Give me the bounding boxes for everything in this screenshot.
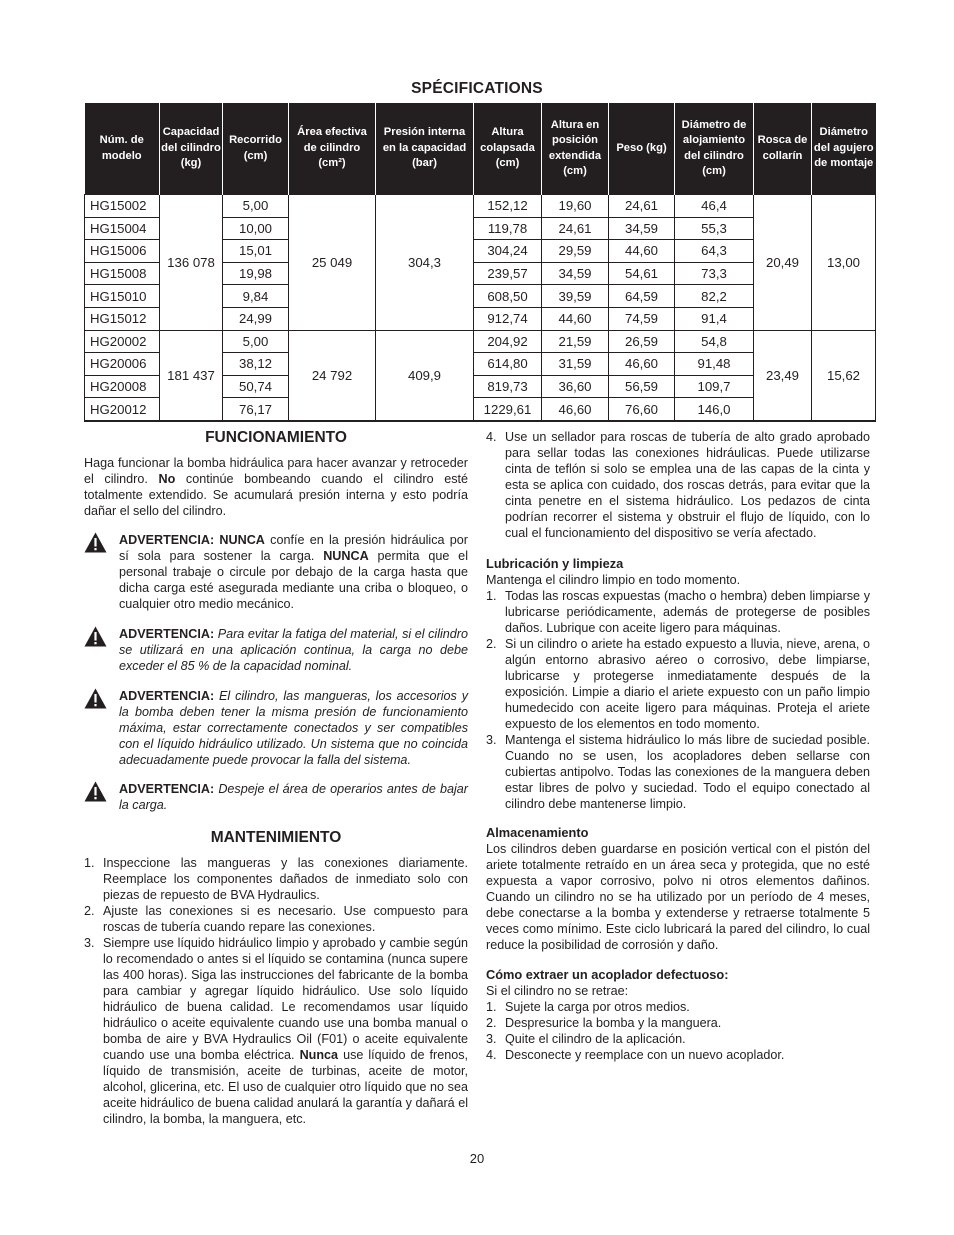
cell-weight: 26,59 [609,330,675,353]
cell-extended: 24,61 [542,217,609,240]
header-housing: Diámetro de alojamiento del cilindro (cm) [675,103,754,195]
cell-collapsed: 1229,61 [474,398,542,421]
cell-housing: 146,0 [675,398,754,421]
cell-weight: 56,59 [609,375,675,398]
list-item: 3. Quite el cilindro de la aplicación. [486,1032,686,1046]
header-capacity: Capacidad del cilindro (kg) [160,103,223,195]
list-item: 1. Inspeccione las mangueras y las conexiones diariamente. Reemplace los componentes dañados de inmediato solo con piezas de repuesto de BVA Hydraulics. [84,856,468,902]
warning-block: ADVERTENCIA: Para evitar la fatiga del material, si el cilindro se utilizará en una aplicación continua, la carga no debe exceder el 85 % de la capacidad nominal. [84,626,468,674]
warning-triangle-icon [84,781,107,802]
header-hole: Diámetro del agujero de montaje [812,103,876,195]
mantenimiento-heading: MANTENIMIENTO [210,829,342,846]
cell-collapsed: 204,92 [474,330,542,353]
cell-model: HG20008 [85,375,160,398]
acoplador-intro: Si el cilindro no se retrae: [486,984,629,998]
lubricacion-intro: Mantenga el cilindro limpio en todo momento. [486,573,741,587]
cell-stroke: 9,84 [223,285,289,308]
cell-weight: 34,59 [609,217,675,240]
cell-extended: 21,59 [542,330,609,353]
cell-hole: 13,00 [812,195,876,331]
mantenimiento-list [84,855,468,1127]
cell-housing: 64,3 [675,240,754,263]
cell-capacity: 181 437 [160,330,223,421]
acoplador-heading: Cómo extraer un acoplador defectuoso: [486,967,729,982]
cell-model: HG15004 [85,217,160,240]
specifications-title: SPÉCIFICATIONS [411,80,543,97]
list-item: 1. Todas las roscas expuestas (macho o hembra) deben limpiarse y lubricarse periódicamente, además de protegerse de posibles daños. Lubrique con aceite ligero para máquinas. [486,589,870,635]
header-model: Núm. de modelo [85,103,160,195]
cell-pressure: 409,9 [376,330,474,421]
header-pressure: Presión interna en la capacidad (bar) [376,103,474,195]
cell-collapsed: 912,74 [474,307,542,330]
list-item: 4. Use un sellador para roscas de tubería de alto grado aprobado para sellar todas las conexiones hidráulicas. Puede utilizarse cinta de teflón si solo se emplea una de las capas de la cinta y esta se aplica con cuidado, dos roscas detrás, para evitar que la cinta penetre en el sistema hidráulico. Los pedazos de cinta podrían recorrer el sistema y obstruir el flujo de líquido, con lo cual el funcionamiento del dispositivo se vería afectado. [486,430,870,540]
header-extended: Altura en posición extendida (cm) [542,103,609,195]
header-weight: Peso (kg) [609,103,675,195]
header-stroke: Recorrido (cm) [223,103,289,195]
cell-collapsed: 239,57 [474,262,542,285]
table-header-row [85,103,876,195]
acoplador-section [486,967,870,1063]
warning-block: ADVERTENCIA: Despeje el área de operarios antes de bajar la carga. [84,781,468,813]
cell-housing: 54,8 [675,330,754,353]
cell-extended: 29,59 [542,240,609,263]
list-item: 1. Sujete la carga por otros medios. [486,1000,690,1014]
cell-collapsed: 608,50 [474,285,542,308]
cell-collapsed: 152,12 [474,195,542,218]
page-number: 20 [469,1151,485,1166]
almacenamiento-heading: Almacenamiento [486,825,589,840]
warning-block: ADVERTENCIA: El cilindro, las mangueras, los accesorios y la bomba deben tener la misma presión de funcionamiento máxima, estar correctamente conectados y ser compatibles con el líquido hidráulico utilizado. Un sistema que no coincida adecuadamente puede provocar la falla del sistema. [84,688,468,768]
cell-stroke: 15,01 [223,240,289,263]
cell-capacity: 136 078 [160,195,223,331]
cell-housing: 91,4 [675,307,754,330]
cell-extended: 46,60 [542,398,609,421]
cell-weight: 46,60 [609,353,675,376]
mantenimiento-item-4 [486,429,870,541]
almacenamiento-text: Los cilindros deben guardarse en posición vertical con el pistón del ariete totalmente retraído en un área seca y protegida, que no esté expuesta a vapor corrosivo, polvo ni otros elementos dañinos. Cuando un cilindro no se ha utilizado por un período de 4 meses, debe conectarse a la bomba y extenderse y retraerse totalmente 5 veces como mínimo. Este ciclo lubricará la pared del cilindro, lo cual reduce la posibilidad de corrosión y daño. [486,842,870,952]
cell-pressure: 304,3 [376,195,474,331]
cell-model: HG15008 [85,262,160,285]
list-item: 4. Desconecte y reemplace con un nuevo acoplador. [486,1048,785,1062]
cell-model: HG20012 [85,398,160,421]
header-area: Área efectiva de cilindro (cm²) [289,103,376,195]
cell-model: HG15006 [85,240,160,263]
cell-housing: 73,3 [675,262,754,285]
cell-model: HG20006 [85,353,160,376]
cell-thread: 23,49 [754,330,812,421]
header-thread: Rosca de collarín [754,103,812,195]
warning-block: ADVERTENCIA: NUNCA confíe en la presión hidráulica por sí sola para sostener la carga. NUNCA permita que el personal trabaje o circule por debajo de la carga hasta que dicha carga esté asegurada mediante una criba o bloqueo, o cualquier otro medio mecánico. [84,532,468,612]
cell-model: HG15012 [85,307,160,330]
cell-collapsed: 119,78 [474,217,542,240]
cell-model: HG15002 [85,195,160,218]
cell-extended: 39,59 [542,285,609,308]
cell-model: HG20002 [85,330,160,353]
cell-extended: 36,60 [542,375,609,398]
table-row [85,195,876,218]
cell-collapsed: 819,73 [474,375,542,398]
list-item: 3. Siempre use líquido hidráulico limpio y aprobado y cambie según lo recomendado o antes si el líquido se contamina (nunca supere las 400 horas). Siga las instrucciones del fabricante de la bomba para cambiar y agregar líquido hidráulico. Use solo líquido hidráulico de buena calidad. Le recomendamos usar líquido hidráulico o aceite equivalente cuando use una bomba manual o bomba de aire y BVA Hydraulics Oil (F01) o aceite equivalente cuando use una bomba eléctrica. Nunca use líquido de frenos, líquido de transmisión, aceite de turbinas, aceite de motor, alcohol, glicerina, etc. El uso de cualquier otro líquido que no sea aceite hidráulico de buena calidad anulará la garantía y dañará el cilindro, la bomba, la manguera, etc. [84,936,469,1126]
cell-thread: 20,49 [754,195,812,331]
list-item: 2. Si un cilindro o ariete ha estado expuesto a lluvia, nieve, arena, o algún entorno abrasivo aéreo o corrosivo, debe limpiarse, lubricarse y protegerse inmediatamente después de la exposición. Limpie a diario el ariete expuesto con un paño limpio humedecido con aceite ligero para máquinas. Proteja el ariete expuesto de los elementos en todo momento. [486,637,870,731]
cell-housing: 91,48 [675,353,754,376]
cell-extended: 19,60 [542,195,609,218]
funcionamiento-heading: FUNCIONAMIENTO [205,429,347,446]
cell-stroke: 19,98 [223,262,289,285]
lubricacion-heading: Lubricación y limpieza [486,556,624,571]
cell-stroke: 5,00 [223,195,289,218]
cell-stroke: 50,74 [223,375,289,398]
cell-weight: 24,61 [609,195,675,218]
cell-housing: 109,7 [675,375,754,398]
cell-stroke: 24,99 [223,307,289,330]
cell-stroke: 5,00 [223,330,289,353]
funcionamiento-intro: Haga funcionar la bomba hidráulica para hacer avanzar y retroceder el cilindro. No continúe bombeando cuando el cilindro esté totalmente extendido. Se acumulará presión interna y esto podría dañar el sello del cilindro. [84,456,469,518]
table-row [85,330,876,353]
cell-weight: 76,60 [609,398,675,421]
warning-triangle-icon [84,688,107,709]
almacenamiento-section [486,825,870,953]
cell-stroke: 38,12 [223,353,289,376]
cell-stroke: 10,00 [223,217,289,240]
cell-area: 24 792 [289,330,376,421]
cell-collapsed: 304,24 [474,240,542,263]
cell-weight: 44,60 [609,240,675,263]
list-item: 2. Ajuste las conexiones si es necesario. Use compuesto para roscas de tubería cuando repare las conexiones. [84,904,468,934]
cell-extended: 34,59 [542,262,609,285]
warning-triangle-icon [84,532,107,553]
cell-model: HG15010 [85,285,160,308]
cell-extended: 31,59 [542,353,609,376]
header-collapsed: Altura colapsada (cm) [474,103,542,195]
cell-weight: 54,61 [609,262,675,285]
cell-hole: 15,62 [812,330,876,421]
cell-stroke: 76,17 [223,398,289,421]
cell-housing: 82,2 [675,285,754,308]
list-item: 3. Mantenga el sistema hidráulico lo más libre de suciedad posible. Cuando no se usen, los acopladores deben sellarse con cubiertas antipolvo. Todas las conexiones de la manguera deben estar libres de polvo y suciedad. Todo el equipo conectado al cilindro debe mantenerse limpio. [486,733,870,811]
cell-collapsed: 614,80 [474,353,542,376]
list-item: 2. Despresurice la bomba y la manguera. [486,1016,722,1030]
cell-weight: 74,59 [609,307,675,330]
cell-weight: 64,59 [609,285,675,308]
lubricacion-section [486,556,870,812]
cell-area: 25 049 [289,195,376,331]
warning-triangle-icon [84,626,107,647]
cell-extended: 44,60 [542,307,609,330]
cell-housing: 46,4 [675,195,754,218]
cell-housing: 55,3 [675,217,754,240]
specifications-table [84,103,876,422]
